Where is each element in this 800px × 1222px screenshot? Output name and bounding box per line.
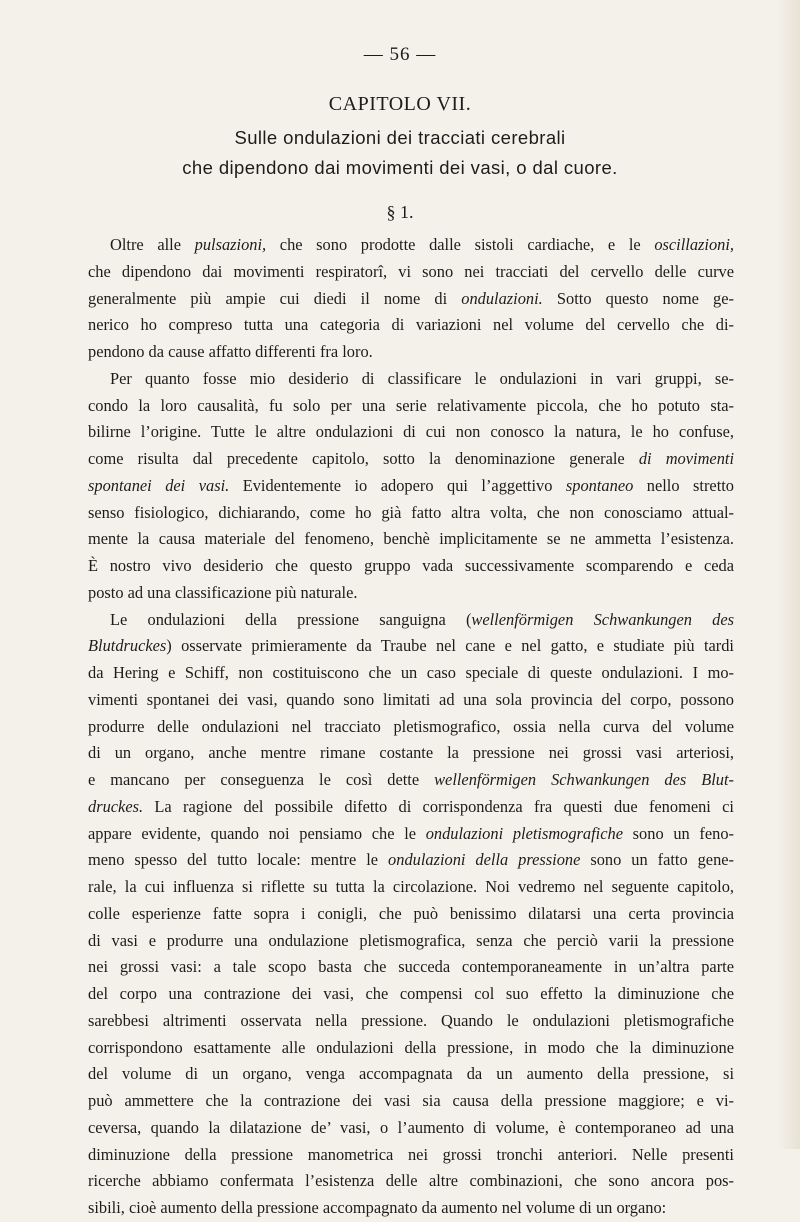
text-run: Per quanto fosse mio desiderio di classificare le ondulazioni in vari gruppi, se- [110,368,734,388]
text-run: da Hering e Schiff, non costituiscono che un caso speciale di queste ondulazioni. I mo- [88,663,734,682]
text-run: può ammettere che la contrazione dei vasi sia causa della pressione maggiore; e vi- [88,1091,734,1110]
text-line [88,446,734,473]
text-run: corrispondono esattamente alle ondulazioni della pressione, in modo che la diminuzione [88,1037,734,1057]
text-run: nello stretto [633,475,734,495]
text-line [88,1142,734,1169]
body-text [88,232,734,1222]
text-run: senso fisiologico, dichiarando, come ho già fatto altra volta, che non conosciamo attual- [88,502,734,522]
text-line [88,500,734,527]
text-run: appare evidente, quando noi pensiamo che le [88,823,426,843]
text-line [88,473,734,500]
chapter-heading: CAPITOLO VII. [328,93,472,115]
text-line [88,767,734,794]
text-run: sono un fatto gene- [580,850,735,870]
page-number: — 56 — [363,44,437,65]
italic-text: pulsazioni, [194,235,267,254]
text-run: diminuzione della pressione manometrica nei grossi tronchi anteriori. Nelle presenti [88,1144,734,1164]
chapter-title-line-1: Sulle ondulazioni dei tracciati cerebrali [234,127,566,148]
text-run: produrre delle ondulazioni nel tracciato pletismografico, ossia nella curva del volume [88,716,734,736]
text-line [88,740,734,767]
text-line [88,419,734,446]
text-line [88,393,734,420]
text-line [88,1008,734,1035]
text-line [88,687,734,714]
text-run: del corpo una contrazione dei vasi, che compensi col suo effetto la diminuzione che [88,984,734,1003]
text-line [88,847,734,874]
text-run: colle esperienze fatte sopra i conigli, che può benissimo dilatarsi una certa provincia [88,903,734,923]
italic-text: spontanei dei vasi. [88,475,230,495]
text-line [88,1115,734,1142]
italic-text: druckes. [88,796,144,816]
text-line [88,928,734,955]
italic-text: di movimenti [638,449,734,468]
text-line [88,1061,734,1088]
text-run: ricerche abbiamo confermata l’esistenza delle altre combinazioni, che sono ancora pos- [88,1171,734,1191]
text-line [88,607,734,634]
text-line [88,1168,734,1195]
text-run: bilirne l’origine. Tutte le altre ondulazioni di cui non conosco la natura, le ho confuse, [88,422,734,442]
text-run: come risulta dal precedente capitolo, sotto la denominazione generale [88,449,639,468]
text-run: mente la causa materiale del fenomeno, benchè implicitamente se ne ammetta l’esistenza. [88,529,734,549]
text-run: del volume di un organo, venga accompagnata da un aumento della pressione, si [88,1064,734,1084]
text-run: che dipendono dai movimenti respiratorî, vi sono nei tracciati del cervello delle curve [88,261,734,281]
text-line [88,366,734,393]
text-run: ) osservate primieramente da Traube nel cane e nel gatto, e studiate più tardi [166,636,734,656]
text-line [88,553,734,580]
text-run: È nostro vivo desiderio che questo gruppo vada successivamente scomparendo e ceda [88,556,734,575]
text-run: vimenti spontanei dei vasi, quando sono limitati ad una sola provincia del corpo, possono [88,689,734,709]
text-run: Oltre alle [110,235,195,254]
italic-text: ondulazioni della pressione [388,850,581,870]
text-line [88,312,734,339]
text-line [88,339,734,366]
italic-text: oscillazioni, [654,235,734,254]
text-line [88,232,734,259]
text-run: Evidentemente io adopero qui l’aggettivo [229,475,566,495]
text-line [88,580,734,607]
text-line [88,954,734,981]
text-line [88,901,734,928]
text-run: e mancano per conseguenza le così dette [88,770,435,789]
text-line [88,794,734,821]
text-line [88,981,734,1008]
text-line [88,714,734,741]
text-line [88,259,734,286]
text-run: generalmente più ampie cui diedi il nome di [88,288,462,308]
text-line [88,526,734,553]
text-run: che sono prodotte dalle sistoli cardiache, e le [266,235,655,254]
italic-text: ondulazioni. [461,288,543,308]
text-line [88,821,734,848]
text-line [88,1088,734,1115]
text-run: di vasi e produrre una ondulazione pletismografica, senza che perciò varii la pressione [88,930,734,950]
italic-text: wellenförmigen Schwankungen des [471,609,734,629]
text-line [88,286,734,313]
text-line [88,660,734,687]
text-run: di un organo, anche mentre rimane costante la pressione nei grossi vasi arteriosi, [88,743,734,763]
text-line [88,1035,734,1062]
text-run: nerico ho compreso tutta una categoria di variazioni nel volume del cervello che di- [88,315,734,335]
text-line [88,1195,734,1222]
text-run: pendono da cause affatto differenti fra loro. [88,342,373,361]
text-run: sarebbesi altrimenti osservata nella pressione. Quando le ondulazioni pletismografiche [88,1010,734,1030]
text-line [88,633,734,660]
chapter-title-line-2: che dipendono dai movimenti dei vasi, o dal cuore. [182,157,618,178]
text-run: sono un feno- [622,823,734,843]
italic-text: Blutdruckes [88,636,167,656]
italic-text: wellenförmigen Schwankungen des Blut- [434,770,734,789]
italic-text: spontaneo [565,475,634,495]
text-run: rale, la cui influenza si riflette su tutta la circolazione. Noi vedremo nel seguente capitolo, [88,877,734,896]
text-run: nei grossi vasi: a tale scopo basta che succeda contemporaneamente in un’altra parte [88,957,734,977]
italic-text: ondulazioni pletismografiche [425,823,623,843]
text-run: ceversa, quando la dilatazione de’ vasi, o l’aumento di volume, è contemporaneo ad una [88,1117,734,1137]
text-run: sibili, cioè aumento della pressione accompagnato da aumento nel volume di un organo: [88,1198,667,1217]
text-run: Le ondulazioni della pressione sanguigna ( [110,609,472,629]
text-run: posto ad una classificazione più naturale. [88,582,358,602]
text-run: Sotto questo nome ge- [542,288,734,308]
section-number: § 1. [386,202,414,222]
text-run: meno spesso del tutto locale: mentre le [88,850,389,870]
text-run: La ragione del possibile difetto di corrispondenza fra questi due fenomeni ci [143,796,734,816]
text-line [88,874,734,901]
text-run: condo la loro causalità, fu solo per una serie relativamente piccola, che ho potuto sta- [88,395,734,415]
